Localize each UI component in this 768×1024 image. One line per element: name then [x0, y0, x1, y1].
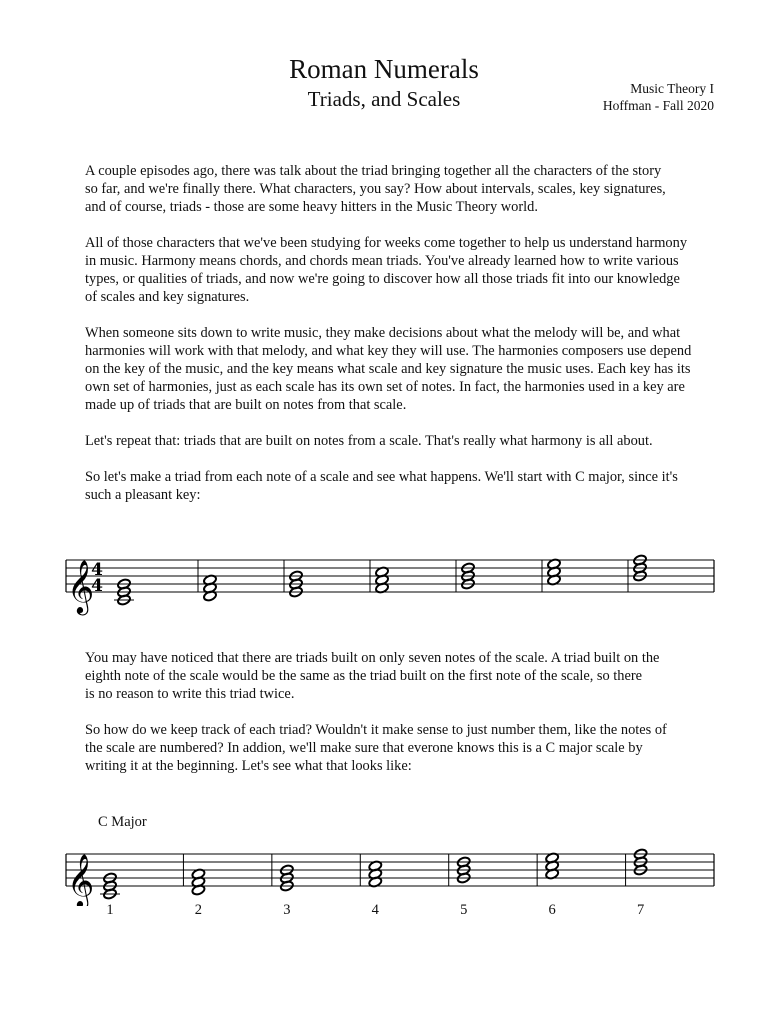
paragraph — [85, 234, 725, 306]
scale-degree-number: 4 — [371, 902, 379, 918]
scale-degree-number: 2 — [194, 902, 203, 918]
course-name: Music Theory I — [630, 81, 714, 96]
paragraph-line: own set of harmonies, just as each scale has its own set of notes. In fact, the harmonies used in a key are — [85, 379, 685, 395]
paragraph-line: You may have noticed that there are triads built on only seven notes of the scale. A triad built on the — [85, 650, 660, 666]
scale-degree-number: 7 — [636, 902, 645, 918]
paragraph — [85, 162, 725, 216]
key-label: C Major — [98, 814, 147, 830]
scale-degree-number: 1 — [106, 902, 114, 918]
paragraph-line: When someone sits down to write music, they make decisions about what the melody will be, and what — [85, 325, 681, 341]
body-text-part1 — [85, 162, 725, 522]
paragraph-line: So how do we keep track of each triad? Wouldn't it make sense to just number them, like the notes of — [85, 722, 667, 738]
paragraph-line: the scale are numbered? In addion, we'll make sure that everone knows this is a C major scale by — [85, 740, 643, 756]
paragraph — [85, 432, 725, 450]
paragraph-line: Let's repeat that: triads that are built on notes from a scale. That's really what harmony is all about. — [85, 433, 653, 449]
paragraph — [85, 721, 725, 775]
paragraph-line: made up of triads that are built on notes from that scale. — [85, 397, 407, 413]
page-title: Roman Numerals — [289, 54, 479, 84]
paragraph-line: of scales and key signatures. — [85, 289, 250, 305]
paragraph — [85, 468, 725, 504]
course-info — [603, 80, 714, 114]
treble-clef-icon: 𝄞 — [67, 853, 95, 906]
time-signature-bottom: 4 — [91, 576, 103, 596]
paragraph — [85, 649, 725, 703]
paragraph-line: harmonies will work with that melody, and what key they will use. The harmonies composers use depend — [85, 343, 692, 359]
paragraph-line: so far, and we're finally there. What characters, you say? How about intervals, scales, key signatures, — [85, 181, 666, 197]
scale-degree-number: 3 — [283, 902, 291, 918]
paragraph — [85, 324, 725, 414]
paragraph-line: eighth note of the scale would be the same as the triad built on the first note of the scale, so there — [85, 668, 643, 684]
time-signature-top: 4 — [91, 560, 103, 580]
paragraph-line: A couple episodes ago, there was talk about the triad bringing together all the characters of the story — [85, 163, 662, 179]
treble-clef-icon: 𝄞 — [67, 559, 95, 613]
staff-example-1 — [0, 540, 768, 620]
instructor-term: Hoffman - Fall 2020 — [602, 98, 714, 113]
staff-example-2 — [0, 836, 768, 906]
paragraph-line: on the key of the music, and the key means what scale and key signature the music uses. Each key has its — [85, 361, 691, 377]
page-subtitle: Triads, and Scales — [307, 87, 461, 111]
paragraph-line: is no reason to write this triad twice. — [85, 686, 295, 702]
scale-degree-number: 5 — [460, 902, 468, 918]
paragraph-line: writing it at the beginning. Let's see what that looks like: — [85, 758, 412, 774]
scale-degree-number: 6 — [548, 902, 556, 918]
paragraph-line: in music. Harmony means chords, and chords mean triads. You've already learned how to write various — [85, 253, 679, 269]
paragraph-line: types, or qualities of triads, and now we're going to discover how all those triads fit into our knowledge — [85, 271, 680, 287]
paragraph-line: So let's make a triad from each note of a scale and see what happens. We'll start with C major, since it's — [85, 469, 678, 485]
paragraph-line: such a pleasant key: — [85, 487, 201, 503]
paragraph-line: All of those characters that we've been studying for weeks come together to help us understand harmony — [85, 235, 688, 251]
paragraph-line: and of course, triads - those are some heavy hitters in the Music Theory world. — [85, 199, 538, 215]
body-text-part2 — [85, 649, 725, 793]
